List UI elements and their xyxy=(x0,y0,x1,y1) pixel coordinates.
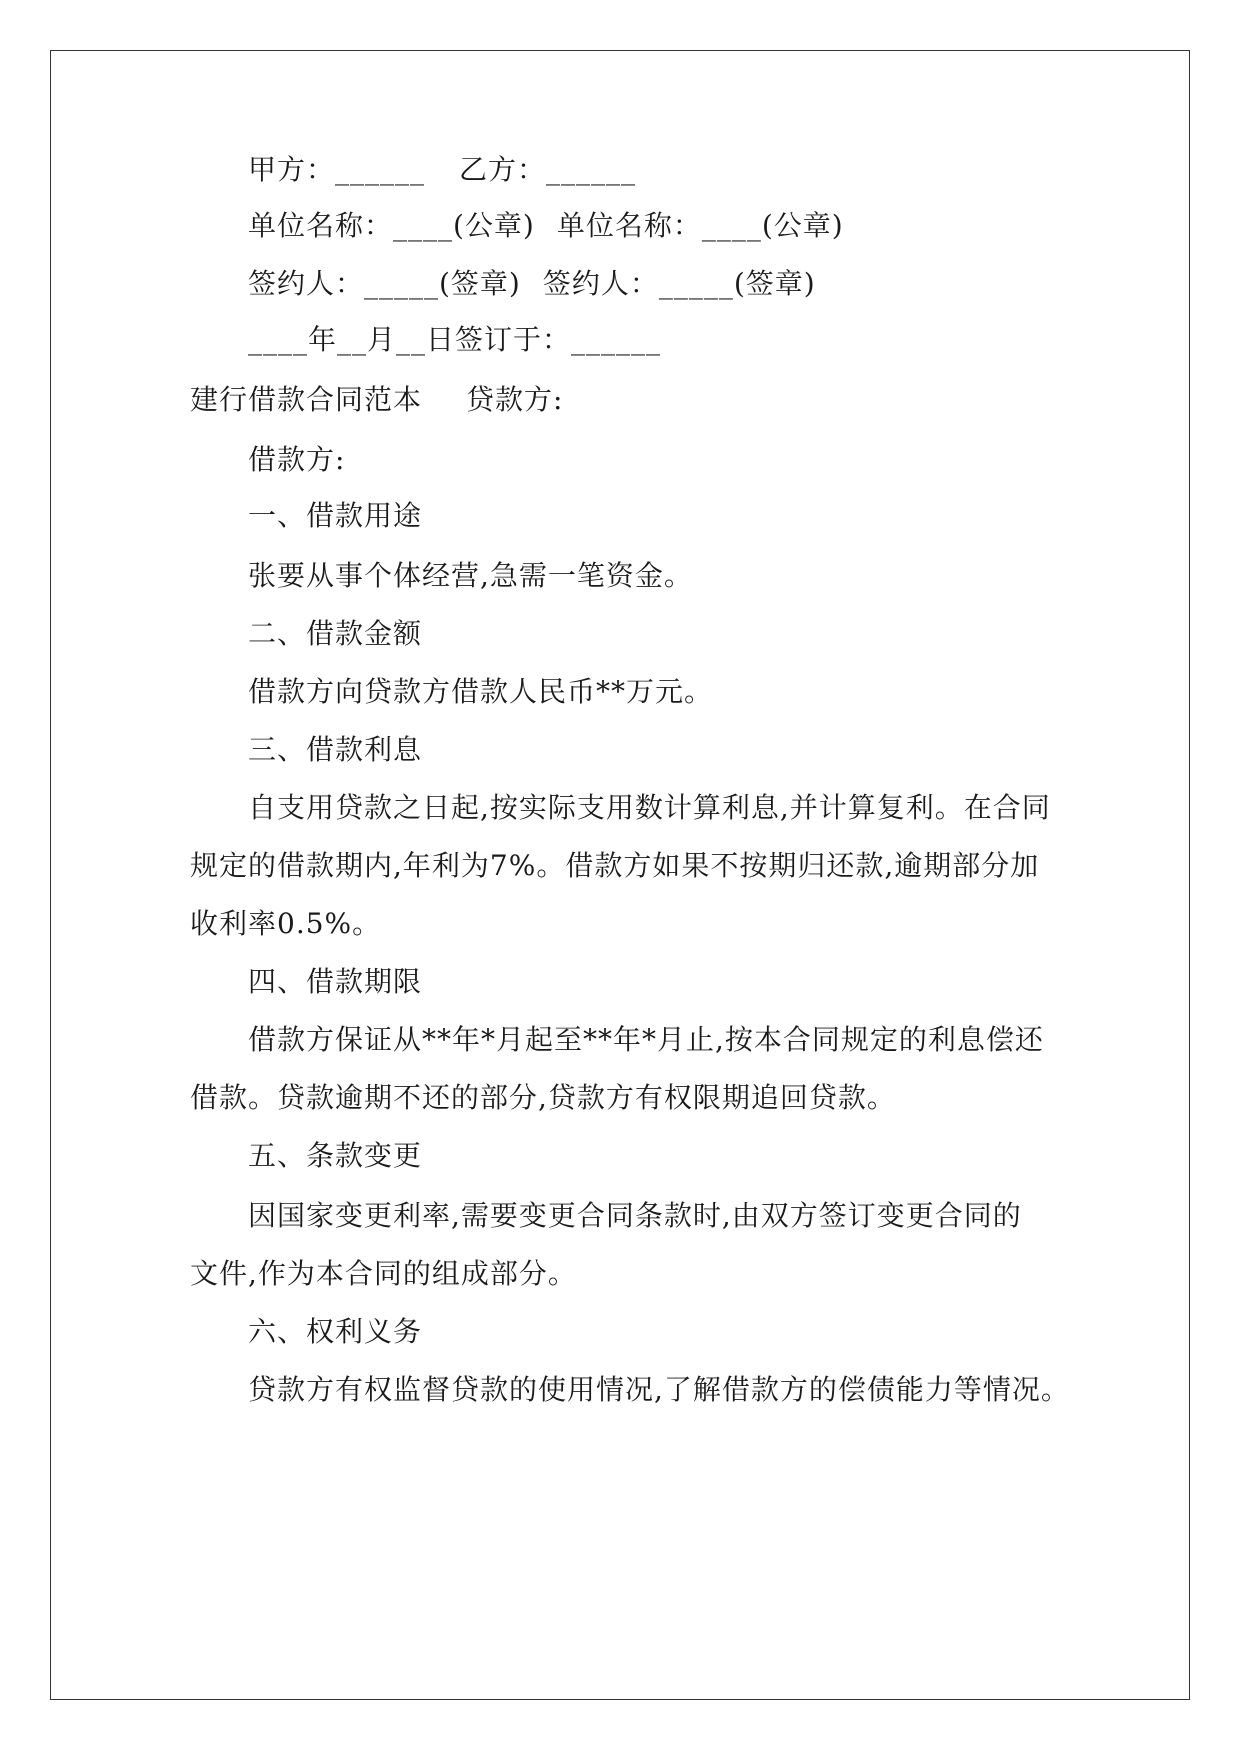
signer-b-field: 签约人：_____(签章) xyxy=(542,267,816,300)
section-paragraph: 因国家变更利率,需要变更合同条款时,由双方签订变更合同的 xyxy=(248,1199,1022,1232)
section-heading: 四、借款期限 xyxy=(248,965,423,998)
signer-line xyxy=(248,264,816,304)
section-heading: 六、权利义务 xyxy=(248,1315,423,1348)
borrower-label: 借款方: xyxy=(248,443,346,476)
section-heading: 二、借款金额 xyxy=(248,617,423,650)
unit-b-field: 单位名称：____(公章) xyxy=(556,209,844,242)
section-heading: 五、条款变更 xyxy=(248,1139,423,1172)
unit-name-line xyxy=(248,206,844,246)
contract-title-line xyxy=(190,380,563,420)
party-a-field: 甲方：______ xyxy=(248,153,426,186)
party-b-field: 乙方：______ xyxy=(459,153,637,186)
section-paragraph: 借款方保证从**年*月起至**年*月止,按本合同规定的利息偿还 xyxy=(248,1023,1044,1056)
section-paragraph: 贷款方有权监督贷款的使用情况,了解借款方的偿债能力等情况。 xyxy=(248,1373,1070,1406)
section-paragraph: 张要从事个体经营,急需一笔资金。 xyxy=(248,559,693,592)
section-heading: 三、借款利息 xyxy=(248,733,423,766)
section-paragraph: 文件,作为本合同的组成部分。 xyxy=(190,1257,577,1290)
contract-title: 建行借款合同范本 xyxy=(190,383,423,416)
section-paragraph: 借款。贷款逾期不还的部分,贷款方有权限期追回贷款。 xyxy=(190,1081,896,1114)
signing-date-line: ____年__月__日签订于：______ xyxy=(248,323,662,356)
unit-a-field: 单位名称：____(公章) xyxy=(248,209,535,242)
section-paragraph: 规定的借款期内,年利为7%。借款方如果不按期归还款,逾期部分加 xyxy=(190,849,1040,882)
lender-label: 贷款方: xyxy=(466,383,564,416)
section-paragraph: 借款方向贷款方借款人民币**万元。 xyxy=(248,675,714,708)
section-heading: 一、借款用途 xyxy=(248,499,423,532)
signer-a-field: 签约人：_____(签章) xyxy=(248,267,521,300)
party-line xyxy=(248,150,636,190)
section-paragraph: 自支用贷款之日起,按实际支用数计算利息,并计算复利。在合同 xyxy=(248,791,1051,824)
section-paragraph: 收利率0.5%。 xyxy=(190,907,382,940)
